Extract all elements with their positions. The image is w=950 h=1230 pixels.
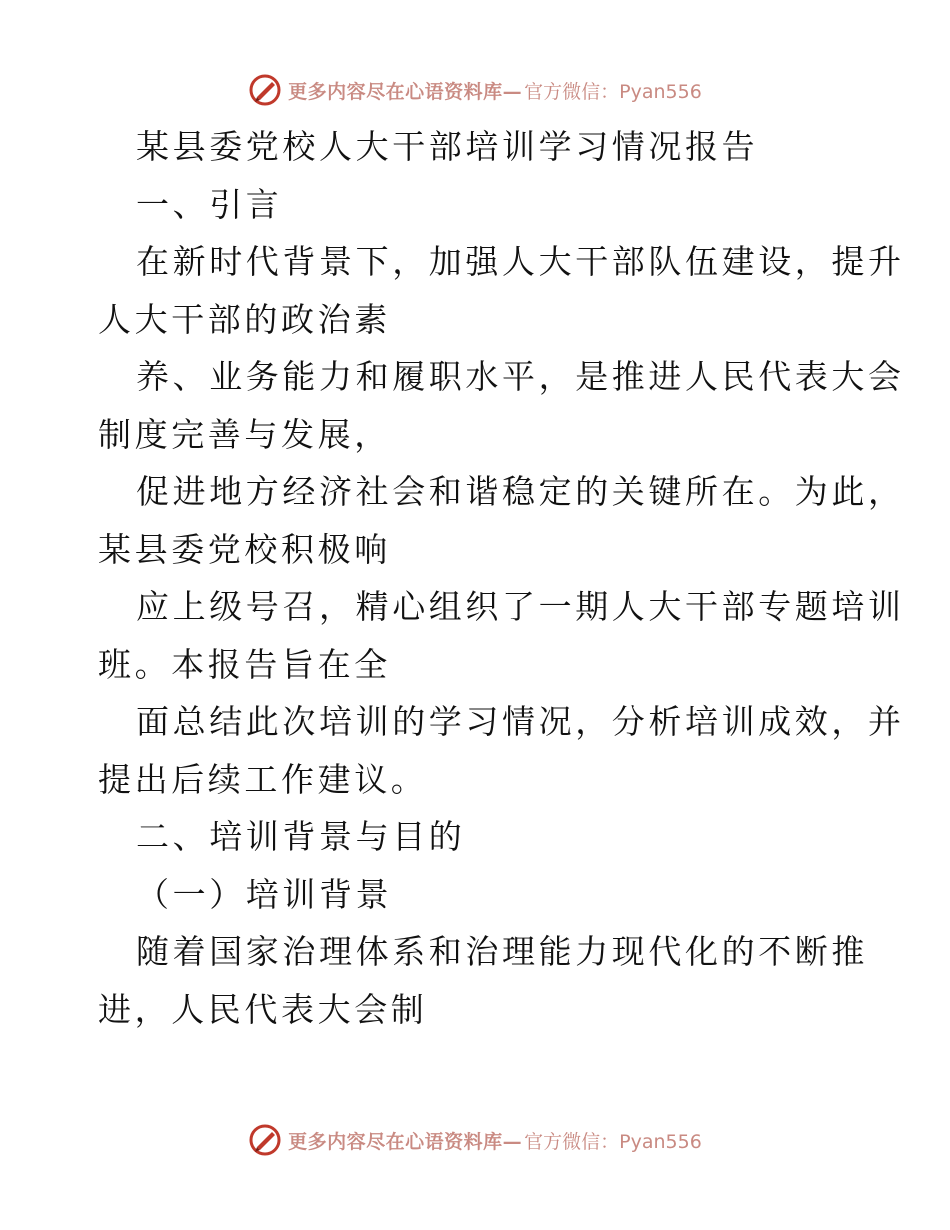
pen-logo-icon <box>248 73 282 107</box>
paragraph-line: 促进地方经济社会和谐稳定的关键所在。为此， <box>136 472 905 511</box>
paragraph-line: 提出后续工作建议。 <box>98 759 428 799</box>
subsection-heading: （一）培训背景 <box>136 874 393 914</box>
paragraph-line: 养、业务能力和履职水平，是推进人民代表大会 <box>136 357 905 396</box>
section-heading: 二、培训背景与目的 <box>136 817 466 856</box>
paragraph-line: 某县委党校积极响 <box>98 529 391 569</box>
paragraph-line: 人大干部的政治素 <box>98 299 391 339</box>
watermark-site-text: 更多内容尽在心语资料库— <box>288 1130 523 1153</box>
paragraph-line: 制度完善与发展， <box>98 414 391 454</box>
paragraph-line: 应上级号召，精心组织了一期人大干部专题培训 <box>136 587 905 626</box>
watermark-contact-text: 官方微信：Pyan556 <box>524 80 702 103</box>
watermark-site-text: 更多内容尽在心语资料库— <box>288 80 523 103</box>
paragraph-line: 随着国家治理体系和治理能力现代化的不断推 <box>136 932 868 971</box>
doc-title: 某县委党校人大干部培训学习情况报告 <box>136 127 759 166</box>
paragraph-line: 进，人民代表大会制 <box>98 989 428 1029</box>
footer-watermark <box>0 1120 950 1160</box>
watermark-contact-text: 官方微信：Pyan556 <box>524 1130 702 1153</box>
paragraph-line: 面总结此次培训的学习情况，分析培训成效，并 <box>136 702 905 741</box>
paragraph-line: 在新时代背景下，加强人大干部队伍建设，提升 <box>136 242 905 281</box>
document-body <box>98 118 905 1038</box>
section-heading: 一、引言 <box>136 184 283 224</box>
paragraph-line: 班。本报告旨在全 <box>98 644 391 684</box>
pen-logo-icon <box>248 1123 282 1157</box>
header-watermark <box>0 70 950 110</box>
